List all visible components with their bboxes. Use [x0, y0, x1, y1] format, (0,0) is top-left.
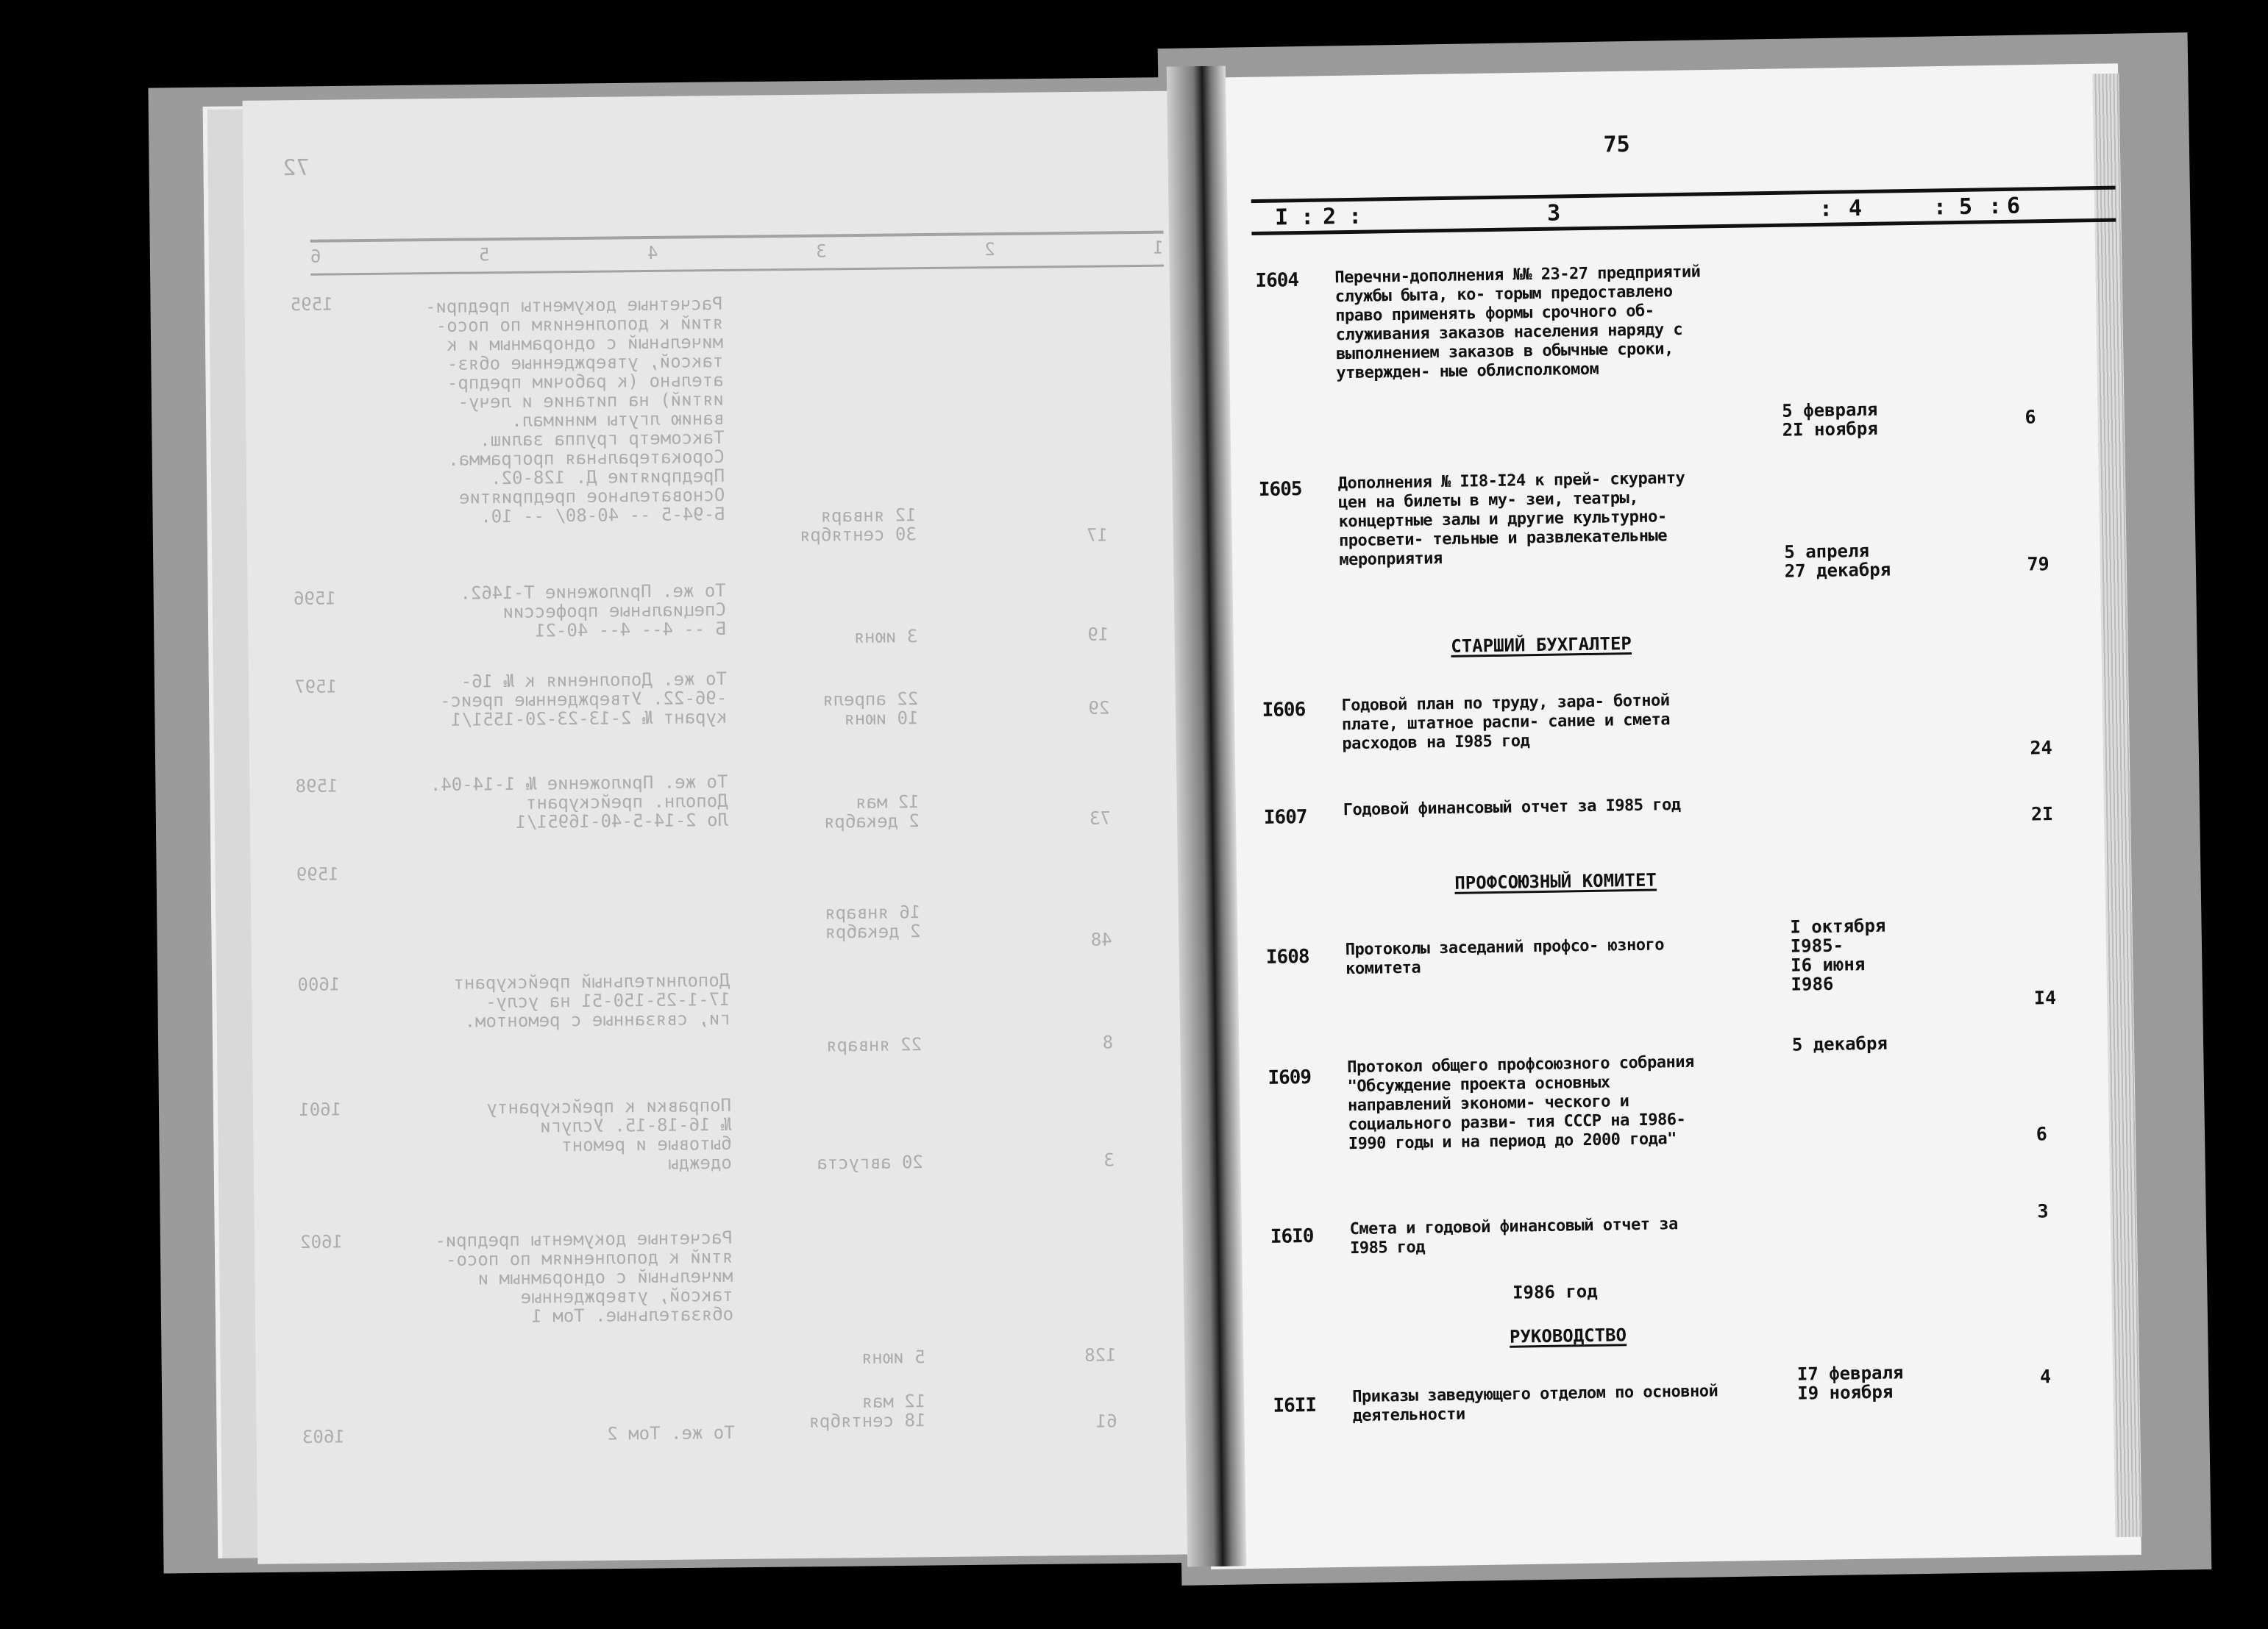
page-number: 75 — [1603, 131, 1630, 158]
left-record-sheets: 8 — [1102, 1032, 1114, 1053]
record-number: I608 — [1265, 945, 1309, 969]
left-record-title: To же. Приложение Т-1462. Специальные профессии Б -- 4-- 4-- 40-21 — [460, 580, 727, 641]
left-record-dates: 16 января 2 декабря — [825, 902, 921, 943]
left-record-number: 1602 — [299, 1231, 344, 1253]
section-heading-senior-accountant: СТАРШИЙ БУХГАЛТЕР — [1451, 633, 1632, 657]
record-sheets: 2I — [2030, 803, 2054, 825]
record-number: I607 — [1263, 805, 1307, 829]
left-header-rule-bottom — [310, 265, 1164, 276]
left-record-title: To же. Приложение № 1-14-04. Дополн. прейскурант Ло 2-14-5-40-16951/1 — [430, 771, 729, 833]
record-number: I606 — [1262, 699, 1306, 721]
record-number: I605 — [1258, 478, 1302, 501]
record-dates: I7 февраля I9 ноября — [1796, 1362, 1904, 1404]
header-col-1: I — [1274, 204, 1290, 231]
left-header-col: 1 — [1153, 237, 1164, 258]
record-sheets: 79 — [2027, 553, 2050, 575]
left-record-dates: 3 июня — [853, 626, 918, 648]
header-rule-top — [1251, 186, 2116, 203]
left-record-number: 1595 — [290, 293, 333, 316]
left-record-dates: 22 января — [825, 1034, 923, 1056]
record-sheets: 3 — [2037, 1200, 2049, 1222]
record-number: I6II — [1273, 1394, 1317, 1417]
left-record-title: Поправки к прейскуранту № 16-18-15. Услуги бытовые и ремонт одежды — [486, 1094, 732, 1174]
left-record-sheets: 29 — [1088, 697, 1110, 719]
left-header-col: 3 — [816, 240, 827, 262]
record-dates: I октября I985- I6 июня I986 — [1790, 915, 1886, 995]
record-title: Перечни-дополнения №№ 23-27 предприятий службы быта, ко- торым предоставлено право применять формы срочного об- служивания заказов населения наряду с выполнением заказов в обычные сроки, утвержден- ные облисполкомом — [1334, 263, 1701, 383]
left-record-sheets: 73 — [1089, 808, 1112, 829]
header-col-3: 3 — [1546, 200, 1562, 227]
record-sheets: 6 — [2036, 1123, 2048, 1145]
header-col-6: 6 — [2006, 193, 2022, 219]
year-heading: I986 год — [1512, 1280, 1598, 1303]
left-record-dates: 22 апреля 10 июня — [822, 688, 919, 730]
left-header-col: 5 — [478, 244, 490, 265]
left-record-sheets: 128 — [1084, 1344, 1117, 1366]
right-page-content — [1206, 60, 2141, 1552]
record-dates: 5 декабря — [1791, 1033, 1888, 1055]
left-record-title: Дополнительный прейскурант 17-1-25-150-51 на услу- ги, связанные с ремонтом. — [453, 969, 730, 1032]
record-title: Приказы заведующего отделом по основной деятельности — [1352, 1382, 1718, 1426]
left-page-number: 72 — [282, 154, 310, 182]
left-record-dates: 12 мая 18 сентября — [808, 1391, 926, 1432]
left-record-number: 1603 — [302, 1426, 345, 1448]
record-title: Смета и годовой финансовый отчет за I985 год — [1349, 1215, 1678, 1258]
left-record-dates: 5 июня — [861, 1347, 925, 1369]
left-record-number: 1599 — [296, 863, 339, 885]
left-header-row — [310, 238, 1164, 266]
header-col-5: 5 — [1958, 193, 1974, 220]
left-header-col: 4 — [647, 242, 658, 264]
header-col-2: 2 — [1322, 204, 1337, 230]
record-number: I609 — [1268, 1066, 1312, 1089]
left-record-title: То же. Дополнения к № 16- -96-22. Утвержденные преис- курант № 2-13-23-20-1551/1 — [439, 668, 728, 730]
left-record-title: То же. Том 2 — [607, 1422, 735, 1444]
header-separator: : — [1988, 193, 2003, 220]
left-record-sheets: 17 — [1086, 524, 1109, 546]
record-number: I604 — [1255, 269, 1299, 292]
record-sheets: 24 — [2030, 737, 2052, 759]
record-sheets: 4 — [2039, 1366, 2052, 1388]
record-dates: 5 февраля 2I ноября — [1782, 399, 1878, 441]
left-record-sheets: 3 — [1103, 1149, 1115, 1171]
record-sheets: I4 — [2033, 987, 2057, 1009]
record-sheets: 6 — [2025, 406, 2036, 428]
left-record-sheets: 48 — [1090, 929, 1112, 950]
record-title: Годовой план по труду, зара- ботной плате, штатное распи- сание и смета расходов на I985 год — [1341, 691, 1671, 754]
left-record-sheets: 61 — [1095, 1411, 1117, 1432]
section-heading-trade-union: ПРОФСОЮЗНЫЙ КОМИТЕТ — [1454, 869, 1657, 894]
left-page-bleedthrough — [265, 121, 1177, 1528]
record-number: I6I0 — [1270, 1225, 1314, 1248]
left-record-dates: 12 января 30 сентября — [799, 505, 917, 546]
record-dates: 5 апреля 27 декабря — [1784, 540, 1891, 582]
header-separator: : — [1933, 194, 1948, 221]
left-record-sheets: 19 — [1087, 624, 1109, 645]
header-rule-bottom — [1251, 218, 2116, 235]
record-title: Протоколы заседаний профсо- юзного комитета — [1345, 935, 1665, 979]
header-col-4: 4 — [1848, 196, 1863, 222]
record-title: Годовой финансовый отчет за I985 год — [1343, 796, 1681, 820]
header-separator: : — [1819, 196, 1834, 222]
left-record-number: 1597 — [294, 676, 338, 698]
left-record-dates: 20 августа — [817, 1152, 923, 1174]
left-record-number: 1601 — [299, 1099, 342, 1121]
section-heading-management: РУКОВОДСТВО — [1509, 1325, 1627, 1347]
header-separator: : — [1300, 204, 1315, 231]
left-record-number: 1598 — [295, 775, 338, 797]
left-record-title: Расчетные документы предпри- ятий к дополнениям по посо- мичельный с однорамным и к таксой, утвержденные обяз- ательно (к рабочим предпр- иятий) на питание и лечу- ванию лгуты минимал. Таксометр группа залиш. Сорокатеральная программа. Предприятие Д. 128-02. Основательное предприятие Б-94-5 -- 40-80/ -- 10. — [424, 293, 725, 527]
left-record-title: Расчетные документы предпри- ятий к дополнениям по посо- мичельный с однорамным и таксой, утвержденные обязательные. Том 1 — [435, 1227, 734, 1327]
left-record-number: 1600 — [297, 974, 341, 996]
left-record-dates: 12 мая 2 декабря — [823, 791, 920, 833]
left-header-col: 6 — [310, 246, 321, 267]
left-record-number: 1596 — [293, 588, 336, 610]
left-header-col: 2 — [984, 239, 995, 260]
header-separator: : — [1348, 203, 1363, 229]
record-title: Дополнения № II8-I24 к прей- скуранту цен на билеты в му- зеи, театры, концертные залы и другие культурно-просвети- тельные и развлекательные мероприятия — [1337, 468, 1685, 570]
record-title: Протокол общего профсоюзного собрания "Обсуждение проекта основных направлений экономи- ческого и социального разви- тия СССР на I986-I990 годы и на период до 2000 года" — [1347, 1052, 1694, 1154]
